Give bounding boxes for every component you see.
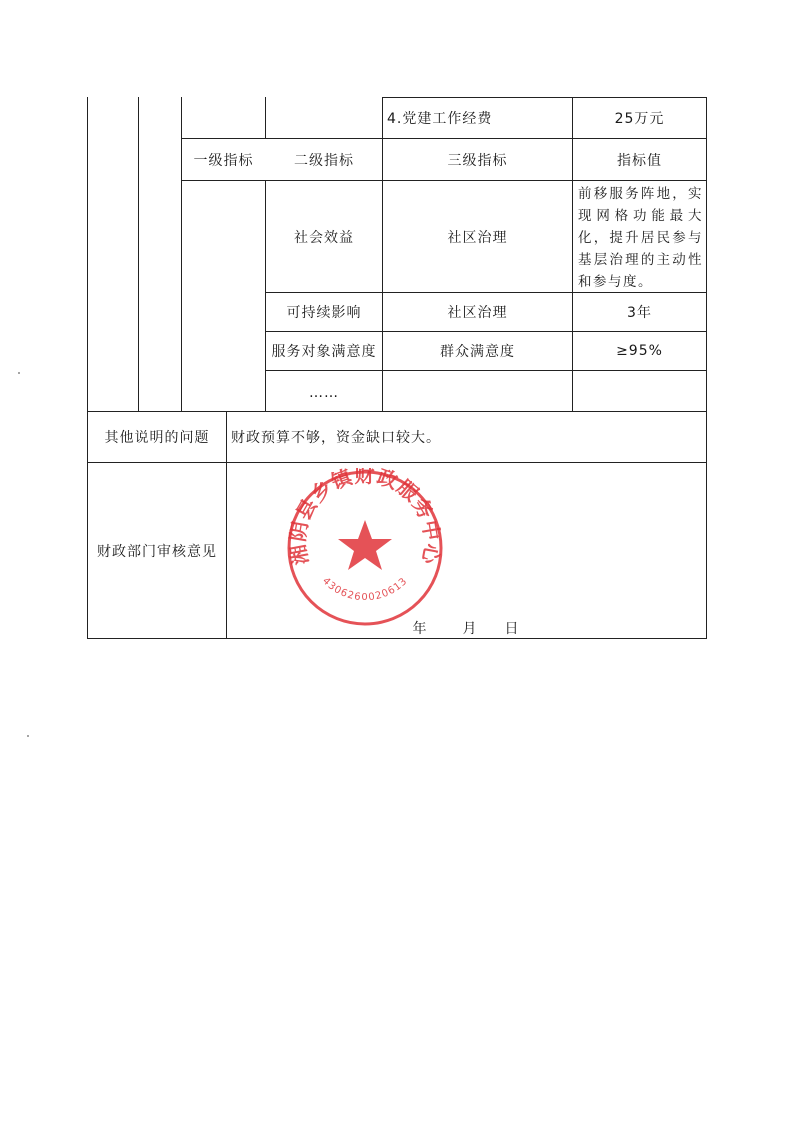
row-sustain-level2: 可持续影响 (286, 305, 362, 321)
row-satisfaction-level3: 群众满意度 (440, 344, 515, 360)
header-level3: 三级指标 (447, 152, 508, 169)
other-notes-label: 其他说明的问题 (104, 430, 210, 446)
review-month: 月 (462, 621, 478, 637)
row-satisfaction-value: ≥95% (616, 343, 663, 359)
official-seal (285, 468, 445, 628)
party-fund-label: 4.党建工作经费 (387, 111, 493, 127)
table-line (265, 97, 266, 139)
row-ellipsis-value (573, 371, 706, 411)
seal-star-icon (338, 520, 392, 570)
seal-code-text: 4306260020613 (320, 575, 410, 604)
row-social-level3: 社区治理 (447, 229, 508, 246)
table-line (706, 97, 707, 639)
row-social-level2: 社会效益 (294, 229, 354, 246)
other-notes-text: 财政预算不够，资金缺口较大。 (231, 430, 441, 446)
header-level1: 一级指标 (193, 152, 254, 169)
review-year: 年 (412, 621, 428, 637)
review-day: 日 (504, 621, 520, 637)
review-label: 财政部门审核意见 (97, 543, 217, 560)
seal-org-text: 湘阴县乡镇财政服务中心 (285, 468, 445, 567)
row-sustain-level3: 社区治理 (447, 305, 508, 321)
scan-speck (27, 735, 29, 737)
row-ellipsis-level2: …… (309, 385, 339, 401)
seal-graphic (285, 468, 445, 628)
scan-speck (18, 372, 20, 374)
row-ellipsis-level3 (383, 371, 572, 411)
table-line (138, 97, 139, 411)
table-line (87, 638, 707, 639)
row-satisfaction-level2: 服务对象满意度 (271, 344, 377, 360)
header-value: 指标值 (617, 152, 662, 169)
row-sustain-value: 3年 (627, 305, 652, 321)
header-level2: 二级指标 (294, 152, 354, 169)
party-fund-value: 25万元 (614, 111, 665, 127)
row-social-value: 前移服务阵地，实现网格功能最大化，提升居民参与基层治理的主动性和参与度。 (578, 186, 703, 290)
